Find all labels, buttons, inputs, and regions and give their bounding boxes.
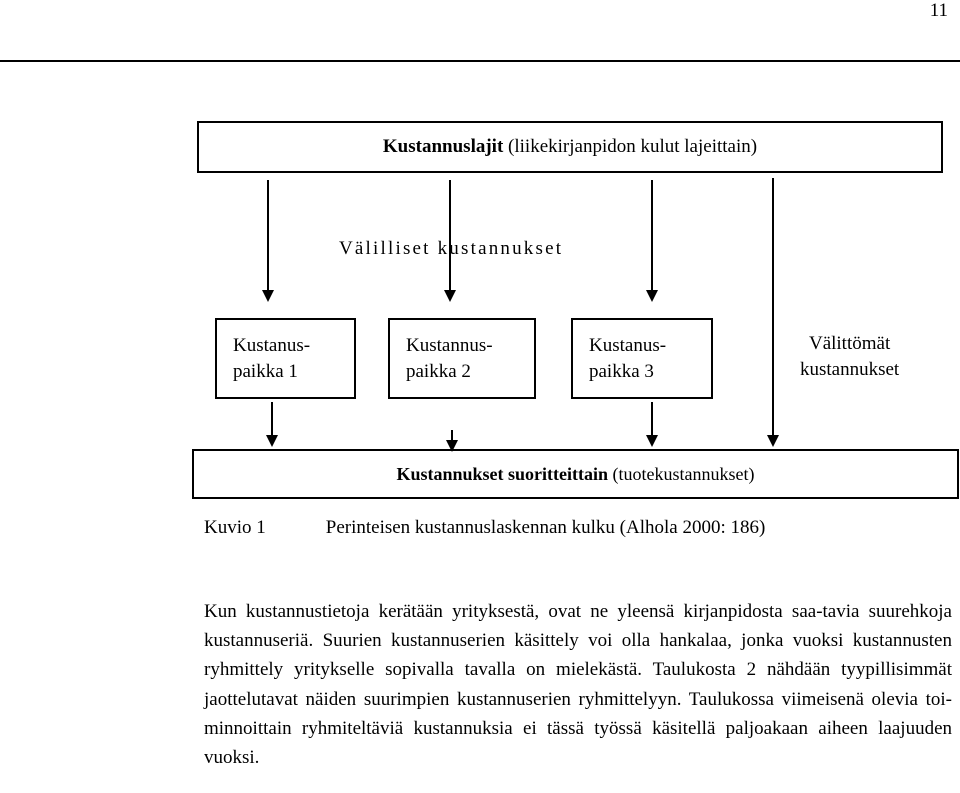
costs-by-product-title: Kustannukset suoritteittain [396,463,609,484]
indirect-costs-label: Välilliset kustannukset [339,238,564,259]
arrow-direct-costs [767,178,779,447]
cost-center-3-line2: paikka 3 [589,360,654,382]
figure-caption-text: Perinteisen kustannuslaskennan kulku (Alhola 2000: 186) [325,517,766,538]
cost-center-3-line1: Kustanus- [589,334,667,356]
figure-caption [204,517,765,539]
direct-costs-line2: kustannukset [800,359,900,380]
arrow-from-cost-center-3 [646,402,658,447]
direct-costs-line1: Välittömät [808,333,891,354]
body-paragraph: Kun kustannustietoja kerätään yrityksestä, ovat ne yleensä kirjanpidosta saa-tavia suurehkoja kustannuseriä. Suurien kustannuserien käsittely voi olla hankalaa, jonka vuoksi kustannusten ryhmittely yritykselle sopivalla tavalla on mielekästä. Taulukosta 2 nähdään tyypillisimmät jaottelutavat näiden suurimpien kustannuserien ryhmittelyyn. Taulukossa viimeisenä olevia toi-minnoittain ryhmiteltäviä kustannuksia ei tässä työssä käsitellä paljoakaan aiheen laajuuden vuoksi. [204,601,952,769]
cost-center-2-line2: paikka 2 [406,360,471,382]
page-number: 11 [929,0,948,21]
cost-center-2-line1: Kustannus- [406,334,493,356]
arrow-to-cost-center-3 [646,180,658,302]
cost-center-1-line2: paikka 1 [233,360,298,382]
arrow-to-cost-center-1 [262,180,274,302]
arrow-from-cost-center-1 [266,402,278,447]
costs-by-product-subtitle: (tuotekustannukset) [608,463,755,484]
arrow-from-cost-center-2 [446,430,458,452]
figure-label: Kuvio 1 [204,517,266,538]
cost-types-subtitle: (liikekirjanpidon kulut lajeittain) [503,136,758,157]
cost-types-title: Kustannuslajit [382,136,504,157]
cost-center-1-line1: Kustanus- [233,334,311,356]
arrow-to-cost-center-2 [444,180,456,302]
